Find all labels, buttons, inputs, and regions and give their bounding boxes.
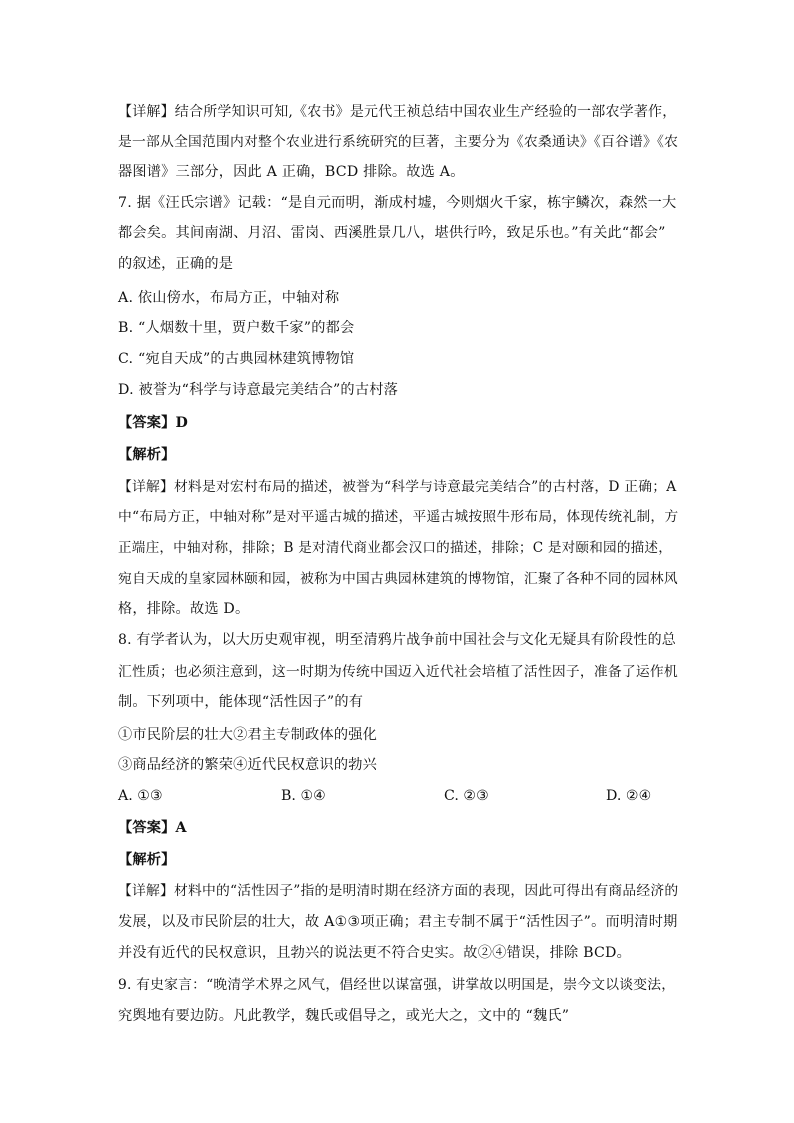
- explanation-line: 器图谱》三部分，因此 A 正确，BCD 排除。故选 A。: [118, 164, 465, 180]
- question-8-explanation: 发展，以及市民阶层的壮大，故 A①③项正确；君主专制不属于“活性因子”。而明清时期: [118, 914, 678, 930]
- question-8-option-c: C. ②③: [444, 788, 489, 804]
- explanation-line: 【详解】结合所学知识可知,《农书》是元代王祯总结中国农业生产经验的一部农学著作，: [118, 104, 677, 120]
- question-8-option-d: D. ②④: [606, 788, 652, 804]
- question-7-option-a: A. 依山傍水，布局方正，中轴对称: [118, 290, 340, 306]
- question-7-explanation: 中“布局方正，中轴对称”是对平遥古城的描述，平遥古城按照牛形布局，体现传统礼制，方: [118, 509, 679, 525]
- question-9-stem: 9. 有史家言：“晚清学术界之风气，倡经世以谋富强，讲掌故以明国是，崇今文以谈变法，: [118, 977, 676, 993]
- question-7-stem: 7. 据《汪氏宗谱》记载：“是自元而明，渐成村墟，今则烟火千家，栋宇鳞次，森然一大: [118, 195, 677, 211]
- question-8-option-b: B. ①④: [281, 788, 326, 804]
- question-7-explanation: 【详解】材料是对宏村布局的描述，被誉为“科学与诗意最完美结合”的古村落，D 正确；A: [118, 479, 677, 495]
- explanation-line: 是一部从全国范围内对整个农业进行系统研究的巨著，主要分为《农桑通诀》《百谷谱》《农: [118, 134, 679, 150]
- question-8-stem: 制。下列项中，能体现“活性因子”的有: [118, 694, 364, 710]
- question-8-option-a: A. ①③: [118, 788, 163, 804]
- question-8-explanation: 并没有近代的民权意识，且勃兴的说法更不符合史实。故②④错误，排除 BCD。: [118, 945, 632, 961]
- question-8-stem: 汇性质；也必须注意到，这一时期为传统中国迈入近代社会培植了活性因子，准备了运作机: [118, 664, 678, 680]
- question-7-option-b: B. “人烟数十里，贾户数千家”的都会: [118, 320, 355, 336]
- question-7-answer: 【答案】D: [118, 415, 189, 431]
- question-8-analysis-label: 【解析】: [118, 852, 176, 868]
- question-8-answer: 【答案】A: [118, 820, 187, 836]
- question-8-stem: 8. 有学者认为，以大历史观审视，明至清鸦片战争前中国社会与文化无疑具有阶段性的总: [118, 632, 677, 648]
- question-7-stem: 的叙述，正确的是: [118, 256, 234, 272]
- question-7-analysis-label: 【解析】: [118, 447, 176, 463]
- question-8-statements: ③商品经济的繁荣④近代民权意识的勃兴: [118, 757, 377, 773]
- question-7-option-c: C. “宛自天成”的古典园林建筑博物馆: [118, 351, 355, 367]
- question-8-statements: ①市民阶层的壮大②君主专制政体的强化: [118, 727, 377, 743]
- question-7-explanation: 宛自天成的皇家园林颐和园，被称为中国古典园林建筑的博物馆，汇聚了各种不同的园林风: [118, 571, 678, 587]
- question-7-stem: 都会矣。其间南湖、月沼、雷岗、西溪胜景几八，堪供行吟，致足乐也。”有关此“都会”: [118, 225, 666, 241]
- question-7-option-d: D. 被誉为“科学与诗意最完美结合”的古村落: [118, 382, 398, 398]
- question-8-explanation: 【详解】材料中的“活性因子”指的是明清时期在经济方面的表现，因此可得出有商品经济的: [118, 883, 679, 899]
- question-9-stem: 究舆地有要边防。凡此教学，魏氏或倡导之，或光大之，文中的 “魏氏”: [118, 1008, 570, 1024]
- question-7-explanation: 格，排除。故选 D。: [118, 601, 250, 617]
- question-7-explanation: 正端庄，中轴对称，排除；B 是对清代商业都会汉口的描述，排除；C 是对颐和园的描述，: [118, 540, 672, 556]
